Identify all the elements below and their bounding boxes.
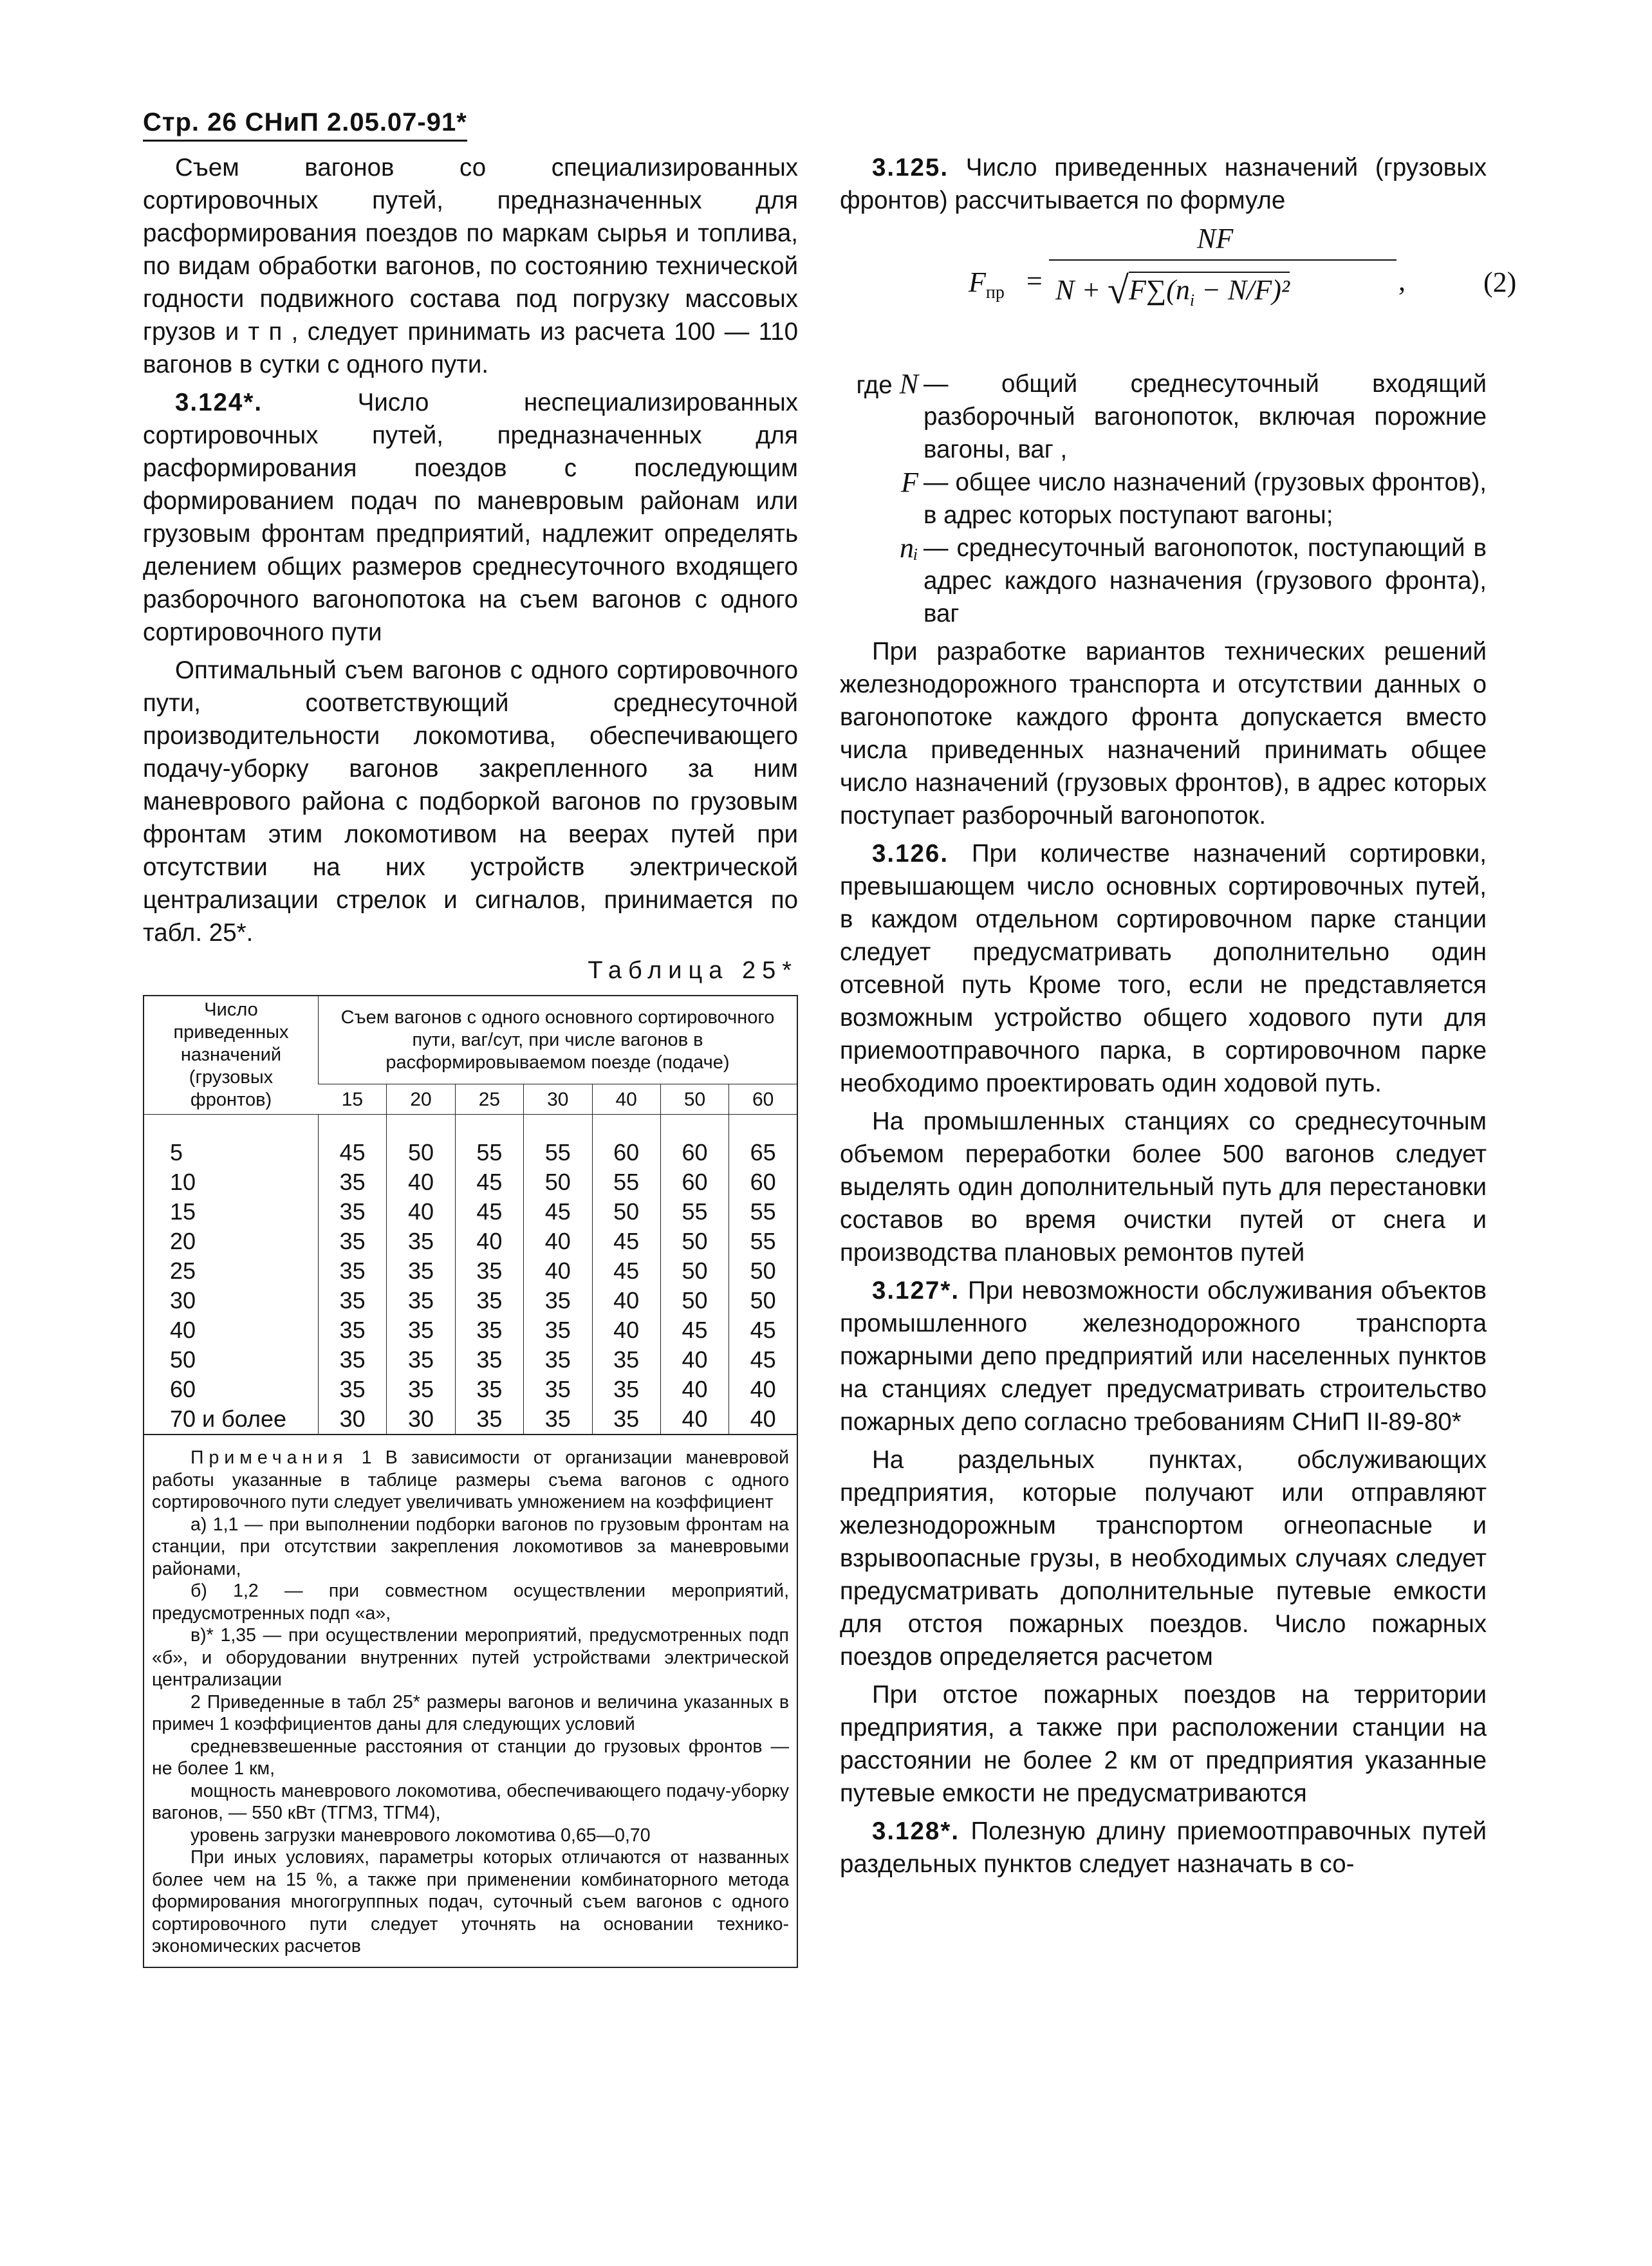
table-cell: 35 — [592, 1375, 660, 1404]
table-cell: 35 — [455, 1256, 523, 1286]
table-cell: 55 — [729, 1227, 797, 1256]
table-cell: 50 — [524, 1167, 592, 1197]
equation-number: (2) — [1483, 266, 1517, 298]
definition-text: — общее число назначений (грузовых фронтов), в адрес которых поступают вагоны; — [923, 469, 1487, 529]
table-cell: 35 — [319, 1256, 387, 1286]
table-cell: 35 — [524, 1315, 592, 1345]
table-cell: 40 — [387, 1167, 455, 1197]
table-cell: 30 — [319, 1404, 387, 1434]
note-item: а) 1,1 — при выполнении подборки вагонов по грузовым фронтам на станции, при отсутствии закрепления локомотивов за маневровыми районами, — [152, 1514, 789, 1579]
table-cell: 35 — [387, 1227, 455, 1256]
table-row — [144, 1345, 797, 1375]
table-row — [144, 1256, 797, 1286]
table-row — [144, 1138, 797, 1167]
fraction-bar — [1049, 259, 1397, 261]
formula-2: $F_{пр}$ = NF $N + √F\sum(n_i - N/F)^2$ , (2) — [840, 222, 1487, 357]
table-cell: 35 — [319, 1375, 387, 1404]
row-label: 60 — [170, 1376, 196, 1402]
sub-header-cell: 30 — [524, 1084, 592, 1115]
row-label: 40 — [170, 1317, 196, 1343]
table-caption: Таблица 25* — [588, 957, 798, 984]
note-2: 2 Приведенные в табл 25* размеры вагонов и величина указанных в примеч 1 коэффициентов даны для следующих условий — [152, 1691, 789, 1734]
definition-text: — среднесуточный вагонопоток, поступающий в адрес каждого назначения (грузового фронта), ваг — [923, 534, 1487, 627]
table-cell: 55 — [660, 1197, 729, 1227]
formula-definitions: где N — общий среднесуточный входящий разборочный вагонопоток, включая порожние вагоны, ваг , F — общее число назначений (грузовых фронтов), в адрес которых поступают вагоны; nᵢ — среднесуточный вагонопоток, поступающий в адрес каждого назначения (грузового фронта), ваг — [840, 367, 1487, 630]
table-cell: 40 — [660, 1404, 729, 1434]
row-label: 5 — [170, 1139, 183, 1166]
table-cell: 35 — [387, 1345, 455, 1375]
clause-number: 3.125. — [872, 154, 949, 181]
sub-header-cell: 40 — [592, 1084, 660, 1115]
table-cell: 50 — [660, 1286, 729, 1315]
table-cell: 65 — [729, 1138, 797, 1167]
definition-text: — общий среднесуточный входящий разборочный вагонопоток, включая порожние вагоны, ваг , — [923, 370, 1487, 463]
definition-symbol: nᵢ — [900, 532, 918, 564]
table-cell: 35 — [592, 1404, 660, 1434]
table-cell: 45 — [592, 1227, 660, 1256]
table-cell: 35 — [455, 1286, 523, 1315]
table-cell: 50 — [592, 1197, 660, 1227]
paragraph-text: Число приведенных назначений (грузовых фронтов) рассчитывается по формуле — [840, 154, 1487, 214]
column-header-destinations: Число приведенных назначений (грузовых фронтов) — [144, 996, 319, 1115]
table-row — [144, 1227, 797, 1256]
clause-number: 3.127*. — [872, 1277, 960, 1305]
table-cell: 45 — [455, 1167, 523, 1197]
table-cell: 50 — [729, 1286, 797, 1315]
row-label: 70 и более — [170, 1406, 287, 1432]
table-cell: 60 — [660, 1167, 729, 1197]
table-cell: 40 — [455, 1227, 523, 1256]
table-row — [144, 1404, 797, 1434]
formula-denominator: $N + √F\sum(n_i - N/F)^2$ — [1055, 269, 1290, 311]
table-cell: 40 — [729, 1404, 797, 1434]
table-cell: 45 — [592, 1256, 660, 1286]
table-cell: 35 — [387, 1315, 455, 1345]
note-item: б) 1,2 — при совместном осуществлении мероприятий, предусмотренных подп «а», — [152, 1581, 789, 1624]
paragraph — [840, 837, 1487, 1100]
notes-label: Примечания — [190, 1447, 348, 1468]
table-cell: 35 — [455, 1404, 523, 1434]
table-notes — [144, 1434, 797, 1967]
paragraph: На промышленных станциях со среднесуточным объемом переработки более 500 вагонов следует выделять один дополнительный путь для перестановки составов во время очистки путей от снега и производства плановых ремонтов путей — [840, 1108, 1487, 1267]
formula-numerator: NF — [1197, 223, 1234, 254]
table-cell: 60 — [660, 1138, 729, 1167]
note-1 — [152, 1447, 789, 1514]
table-cell: 55 — [524, 1138, 592, 1167]
table-cell: 40 — [387, 1197, 455, 1227]
row-label: 15 — [170, 1198, 196, 1225]
sub-header-cell: 25 — [455, 1084, 523, 1115]
table-cell: 55 — [592, 1167, 660, 1197]
paragraph: При разработке вариантов технических решений железнодорожного транспорта и отсутствии данных о вагонопотоке каждого фронта допускается вместо числа приведенных назначений принимать общее число назначений (грузовых фронтов), в адрес которых поступает разборочный вагонопоток. — [840, 638, 1487, 830]
paragraph: Оптимальный съем вагонов с одного сортировочного пути, соответствующий среднесуточной производительности локомотива, обеспечивающего подачу-уборку вагонов закрепленного за ним маневрового района с подборкой вагонов по грузовым фронтам этим локомотивом на веерах путей при отсутствии на них устройств электрической централизации стрелок и сигналов, принимается по табл. 25*. — [143, 656, 798, 947]
table-cell: 60 — [592, 1138, 660, 1167]
paragraph-text: При количестве назначений сортировки, превышающем число основных сортировочных путей, в каждом отдельном сортировочном парке станции следует предусматривать дополнительно один отсевной путь Кроме того, если не представляется возможным устройство общего ходового пути для приемоотправочного парка, в сортировочном парке необходимо проектировать один ходовой путь. — [840, 840, 1487, 1097]
definition-symbol: F — [901, 467, 918, 498]
table-cell: 40 — [660, 1345, 729, 1375]
table-row — [144, 1286, 797, 1315]
table-cell: 35 — [524, 1345, 592, 1375]
table-cell: 50 — [729, 1256, 797, 1286]
table-cell: 35 — [387, 1286, 455, 1315]
sub-header-cell: 20 — [387, 1084, 455, 1115]
table-cell: 45 — [660, 1315, 729, 1345]
table-cell: 35 — [387, 1256, 455, 1286]
note-item: уровень загрузки маневрового локомотива 0,65—0,70 — [190, 1825, 651, 1846]
table-cell: 35 — [524, 1286, 592, 1315]
paragraph — [840, 1815, 1487, 1881]
table-cell: 40 — [660, 1375, 729, 1404]
row-label: 50 — [170, 1346, 196, 1373]
table-cell: 50 — [387, 1138, 455, 1167]
table-cell: 45 — [319, 1138, 387, 1167]
table-cell: 40 — [524, 1227, 592, 1256]
table-body — [144, 1138, 797, 1434]
table-row — [144, 1197, 797, 1227]
table-cell: 35 — [592, 1345, 660, 1375]
note-item: в)* 1,35 — при осуществлении мероприятий, предусмотренных подп «б», и оборудовании внутренних путей устройствами электрической централизации — [152, 1625, 789, 1690]
paragraph: При отстое пожарных поездов на территории предприятия, а также при расположении станции на расстоянии не более 2 км от предприятия указанные путевые емкости не предусматриваются — [840, 1681, 1487, 1807]
paragraph: Съем вагонов со специализированных сортировочных путей, предназначенных для расформирования поездов по маркам сырья и топлива, по видам обработки вагонов, по состоянию технической годности подвижного состава под погрузку массовых грузов и т п , следует принимать из расчета 100 — 110 вагонов в сутки с одного пути. — [143, 154, 798, 378]
row-label: 30 — [170, 1287, 196, 1314]
sub-header-cell: 50 — [660, 1084, 729, 1115]
table-cell: 40 — [729, 1375, 797, 1404]
paragraph-text: Полезную длину приемоотправочных путей раздельных пунктов следует назначать в со- — [840, 1817, 1487, 1878]
note-item: При иных условиях, параметры которых отличаются от названных более чем на 15 %, а также при применении комбинаторного метода формирования многогруппных подач, суточный съем вагонов с одного сортировочного пути следует уточнять на основании технико-экономических расчетов — [152, 1847, 789, 1956]
page-header: Стр. 26 СНиП 2.05.07-91* — [143, 108, 467, 142]
table-cell: 55 — [729, 1197, 797, 1227]
paragraph: На раздельных пунктах, обслуживающих предприятия, которые получают или отправляют железнодорожным транспортом огнеопасные и взрывоопасные грузы, в необходимых случаях следует предусматривать дополнительные путевые емкости для отстоя пожарных поездов. Число пожарных поездов определяется расчетом — [840, 1446, 1487, 1671]
formula-equals: = — [1026, 265, 1043, 297]
table-cell: 40 — [592, 1286, 660, 1315]
table-cell: 55 — [455, 1138, 523, 1167]
table-cell: 45 — [524, 1197, 592, 1227]
table-cell: 45 — [729, 1345, 797, 1375]
data-table — [144, 996, 797, 1434]
table-cell: 40 — [524, 1256, 592, 1286]
table-cell: 35 — [524, 1375, 592, 1404]
table-row — [144, 1375, 797, 1404]
table-cell: 35 — [455, 1375, 523, 1404]
table-cell: 35 — [319, 1197, 387, 1227]
paragraph — [143, 386, 798, 649]
table-cell: 50 — [660, 1227, 729, 1256]
table-cell: 35 — [455, 1315, 523, 1345]
table-cell: 35 — [319, 1167, 387, 1197]
table-25 — [143, 995, 798, 1968]
table-cell: 45 — [729, 1315, 797, 1345]
table-row — [144, 1315, 797, 1345]
table-cell: 35 — [319, 1315, 387, 1345]
note-text: 1 В зависимости от организации маневровой работы указанные в таблице размеры съема вагонов с одного сортировочного пути следует увеличивать умножением на коэффициент — [152, 1447, 789, 1512]
paragraph-text: При невозможности обслуживания объектов промышленного железнодорожного транспорта пожарными депо предприятий или населенных пунктов на станциях следует предусматривать строительство пожарных депо согласно требованиям СНиП II-89-80* — [840, 1277, 1487, 1436]
table-cell: 45 — [455, 1197, 523, 1227]
table-row — [144, 1167, 797, 1197]
paragraph — [840, 1274, 1487, 1438]
row-label: 10 — [170, 1169, 196, 1195]
clause-number: 3.126. — [872, 840, 949, 868]
formula-lhs: $F_{пр}$ — [969, 266, 1005, 302]
note-item: средневзвешенные расстояния от станции до грузовых фронтов — не более 1 км, — [152, 1736, 789, 1779]
table-cell: 35 — [524, 1404, 592, 1434]
table-cell: 60 — [729, 1167, 797, 1197]
row-label: 20 — [170, 1228, 196, 1254]
table-cell: 35 — [387, 1375, 455, 1404]
table-cell: 35 — [319, 1227, 387, 1256]
right-column — [840, 151, 1517, 1886]
column-group-header: Съем вагонов с одного основного сортировочного пути, ваг/сут, при числе вагонов в расформировываемом поезде (подаче) — [319, 996, 797, 1084]
left-column — [143, 151, 798, 1968]
row-label: 25 — [170, 1258, 196, 1284]
note-item: мощность маневрового локомотива, обеспечивающего подачу-уборку вагонов, — 550 кВт (ТГМ3, ТГМ4), — [152, 1780, 789, 1823]
table-cell: 35 — [319, 1286, 387, 1315]
table-cell: 30 — [387, 1404, 455, 1434]
table-cell: 35 — [455, 1345, 523, 1375]
table-cell: 40 — [592, 1315, 660, 1345]
paragraph — [840, 151, 1487, 217]
paragraph-text: Число неспециализированных сортировочных путей, предназначенных для расформирования поездов с последующим формированием подач по маневровым районам или грузовым фронтам предприятий, надлежит определять делением общих размеров среднесуточного входящего разборочного вагонопотока на съем вагонов с одного сортировочного пути — [143, 389, 798, 646]
sub-header-cell: 60 — [729, 1084, 797, 1115]
clause-number: 3.124*. — [175, 389, 263, 416]
clause-number: 3.128*. — [872, 1817, 960, 1845]
table-cell: 50 — [660, 1256, 729, 1286]
sub-header-cell: 15 — [319, 1084, 387, 1115]
table-cell: 35 — [319, 1345, 387, 1375]
